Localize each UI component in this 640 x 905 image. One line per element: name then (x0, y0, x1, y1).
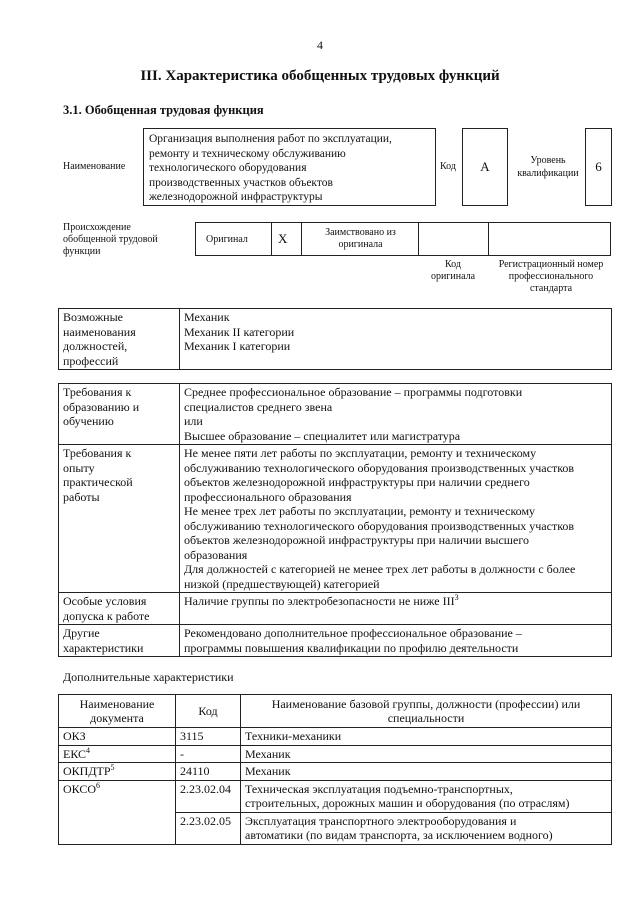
requirement-label-line: образованию и (63, 399, 140, 414)
level-label-line: Уровень (530, 155, 566, 166)
function-name-line: технологического оборудования (149, 162, 307, 174)
requirement-line: Среднее профессиональное образование – программы подготовки (184, 385, 523, 399)
level-value: 6 (585, 128, 612, 206)
header-code: Код (176, 695, 241, 728)
requirement-value (180, 593, 612, 625)
requirement-line: профессионального образования (184, 489, 352, 504)
page-number: 4 (317, 38, 323, 52)
positions-label-line: наименования (63, 324, 136, 339)
function-name-line: производственных участков объектов (149, 176, 333, 189)
positions-values (180, 309, 612, 370)
origin-borrowed-line: оригинала (338, 239, 383, 250)
doc-cell (59, 728, 176, 746)
requirement-line: обслуживанию технологического оборудования производственных участков (184, 518, 575, 533)
name-line: Механик (245, 746, 291, 761)
origin-reg-label (490, 259, 612, 295)
footnote-ref: 5 (110, 763, 115, 772)
requirement-label-line: практической (63, 475, 133, 489)
requirement-label-line: характеристики (63, 640, 144, 655)
requirement-line: или (184, 414, 203, 428)
origin-label-line: Происхождение (63, 222, 131, 233)
origin-reg-line: Регистрационный номер (498, 259, 604, 270)
position-name: Механик II категории (184, 324, 295, 339)
function-name-line: ремонту и техническому обслуживанию (149, 147, 346, 160)
name-cell (241, 780, 612, 812)
code-cell: 2.23.02.05 (176, 812, 241, 844)
origin-label-line: функции (63, 246, 101, 257)
level-label-line: квалификации (517, 168, 579, 179)
name-cell (241, 763, 612, 781)
requirement-value (180, 445, 612, 593)
origin-code-line: оригинала (430, 271, 476, 282)
origin-code-label (418, 259, 488, 283)
position-name: Механик (184, 310, 230, 324)
table-row (59, 763, 612, 781)
footnote-ref: 3 (454, 593, 459, 602)
header-line: документа (90, 711, 144, 725)
table-row (59, 780, 612, 812)
header-document (59, 695, 176, 728)
doc-name: ОКСО (63, 781, 97, 796)
requirement-line: Не менее трех лет работы по эксплуатации, ремонту и техническому (184, 504, 536, 518)
name-line: Техническая эксплуатация подъемно-транспортных, (245, 781, 513, 796)
requirement-label-line: Другие (63, 626, 100, 640)
origin-original-mark: Х (278, 231, 288, 246)
table-row (59, 728, 612, 746)
name-label: Наименование (63, 161, 126, 172)
name-line: автоматики (по видам транспорта, за исключением водного) (245, 828, 553, 842)
requirement-label-line: работы (63, 489, 100, 504)
origin-reg-line: стандарта (529, 283, 573, 294)
requirement-label-line: обучению (63, 414, 114, 428)
origin-label (63, 222, 158, 258)
header-line: Наименование базовой группы, должности (профессии) или (271, 697, 581, 711)
function-name-box (143, 128, 436, 206)
table-row (59, 625, 612, 657)
doc-name: ОКПДТР (63, 764, 111, 778)
doc-name: ОКЗ (63, 729, 86, 743)
origin-original-label: Оригинал (206, 234, 248, 245)
positions-label (59, 309, 180, 370)
name-line: строительных, дорожных машин и оборудования (по отраслям) (245, 796, 570, 810)
extra-characteristics-title: Дополнительные характеристики (63, 670, 234, 684)
doc-cell (59, 780, 176, 844)
code-cell: 3115 (176, 728, 241, 746)
doc-cell (59, 763, 176, 781)
requirement-line: Для должностей с категорией не менее трех лет работы в должности с более (184, 562, 576, 576)
requirement-label-line: Особые условия (63, 594, 147, 608)
table-row (59, 593, 612, 625)
requirement-value (180, 384, 612, 445)
doc-name: ЕКС (63, 746, 87, 761)
footnote-ref: 6 (96, 780, 101, 790)
table-row (59, 384, 612, 445)
requirement-label-line: допуска к работе (63, 608, 150, 623)
name-cell (241, 812, 612, 844)
header-name (241, 695, 612, 728)
requirement-label (59, 625, 180, 657)
positions-table (58, 308, 612, 370)
requirement-label (59, 384, 180, 445)
function-name-line: Организация выполнения работ по эксплуатации, (149, 133, 392, 145)
table-row (59, 745, 612, 763)
footnote-ref: 4 (86, 745, 91, 755)
requirement-line: Высшее образование – специалитет или магистратура (184, 428, 461, 443)
origin-reg-line: профессионального (508, 271, 594, 282)
code-cell: - (176, 745, 241, 763)
position-name: Механик I категории (184, 339, 291, 353)
positions-label-line: профессий (63, 353, 119, 368)
requirements-table (58, 383, 612, 657)
table-row (59, 445, 612, 593)
header-line: специальности (387, 711, 465, 725)
code-cell: 24110 (176, 763, 241, 781)
code-value: А (462, 128, 508, 206)
origin-label-line: обобщенной трудовой (63, 234, 158, 245)
requirement-label (59, 593, 180, 625)
origin-code-line: Код (445, 259, 461, 270)
positions-label-line: должностей, (63, 339, 128, 353)
function-name-line: железнодорожной инфраструктуры (149, 191, 323, 203)
positions-label-line: Возможные (63, 310, 123, 324)
requirement-line: объектов железнодорожной инфраструктуры при наличии среднего (184, 475, 530, 489)
level-label (514, 154, 582, 180)
name-line: Механик (245, 764, 291, 778)
requirement-line: обслуживанию технологического оборудования производственных участков (184, 460, 575, 475)
table-header-row (59, 695, 612, 728)
requirement-label (59, 445, 180, 593)
extra-characteristics-table (58, 694, 612, 845)
requirement-value (180, 625, 612, 657)
requirement-line: объектов железнодорожной инфраструктуры при наличии высшего (184, 533, 529, 547)
requirement-line: Не менее пяти лет работы по эксплуатации, ремонту и техническому (184, 446, 537, 460)
requirement-line: специалистов среднего звена (184, 399, 333, 414)
requirement-label-line: Требования к (63, 385, 132, 399)
requirement-line: образования (184, 547, 248, 562)
requirement-line: программы повышения квалификации по профилю деятельности (184, 640, 519, 655)
requirement-label-line: Требования к (63, 446, 132, 460)
requirement-line: Наличие группы по электробезопасности не ниже III (184, 594, 455, 608)
origin-borrowed-label (302, 227, 419, 251)
table-row (59, 309, 612, 370)
requirement-label-line: опыту (63, 460, 95, 475)
name-line: Техники-механики (245, 729, 342, 743)
name-cell (241, 745, 612, 763)
name-cell (241, 728, 612, 746)
origin-table (195, 222, 611, 256)
requirement-line: Рекомендовано дополнительное профессиональное образование – (184, 626, 522, 640)
name-line: Эксплуатация транспортного электрооборудования и (245, 813, 517, 828)
requirement-line: низкой (предшествующей) категорией (184, 576, 380, 591)
subsection-title: 3.1. Обобщенная трудовая функция (63, 103, 264, 117)
section-title: III. Характеристика обобщенных трудовых функций (140, 68, 500, 84)
origin-borrowed-line: Заимствовано из (325, 227, 396, 238)
header-line: Наименование (79, 697, 155, 711)
code-cell: 2.23.02.04 (176, 780, 241, 812)
doc-cell (59, 745, 176, 763)
code-label: Код (440, 161, 456, 172)
